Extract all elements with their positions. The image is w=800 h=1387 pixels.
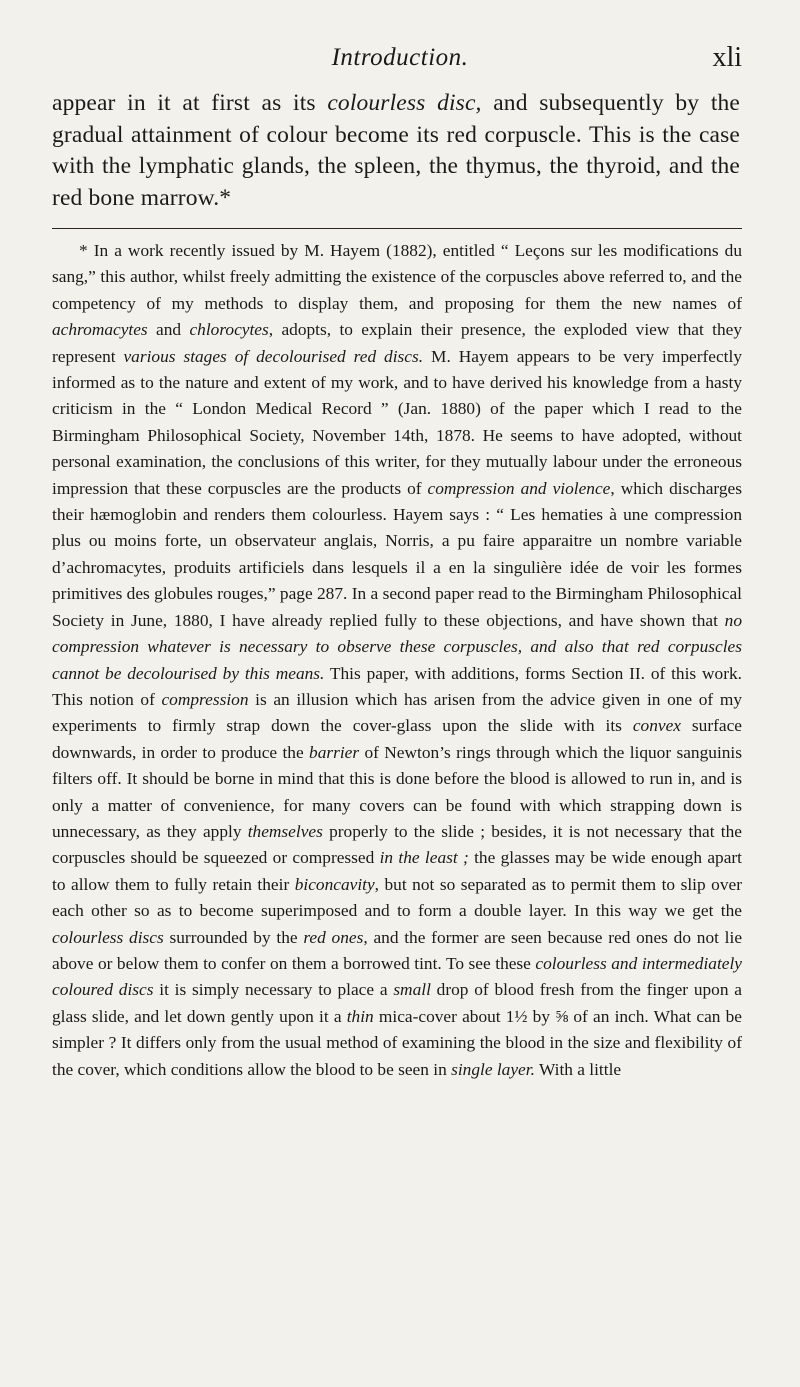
italic-run: convex	[632, 716, 681, 736]
italic-run: compression and violence	[427, 478, 611, 498]
italic-run: themselves	[247, 821, 323, 841]
italic-run: no compression whatever is necessary to observe these corpuscles, and also that red corpuscles cannot be decolourised by this means.	[52, 610, 742, 683]
italic-run: biconcavity	[294, 874, 375, 894]
text-run: surface downwards, in order to produce the	[52, 716, 742, 762]
italic-run: colourless discs	[52, 927, 164, 947]
text-run: , adopts, to explain their presence, the exploded view that they represent	[52, 320, 742, 366]
text-run: This paper, with additions, forms Section II. of this work. This notion of	[52, 663, 742, 709]
running-head	[0, 40, 800, 80]
text-run: and	[147, 320, 190, 340]
text-run: , which discharges their hæmoglobin and renders them colourless. Hayem says : “ Les hematies à une compression plus ou moins forte, un observateur anglais, Norris, a pu faire apparaitre un nombre variable d’achromacytes, produits artificiels dans lesquels il a en la singulière idée de voir les formes primitives des globules rouges,” page 287. In a second paper read to the Birmingham Philosophical Society in June, 1880, I have already replied fully to these objections, and have shown that	[52, 478, 742, 630]
text-run: of Newton’s rings through which the liquor sanguinis filters off. It should be borne in mind that this is done before the blood is allowed to run in, and is only a matter of convenience, for many covers can be found with which strapping down is unnecessary, as they apply	[52, 742, 743, 841]
footnote-text	[52, 238, 742, 1083]
text-run: is an illusion which has arisen from the advice given in one of my experiments to firmly strap down the cover-glass upon the slide with its	[52, 689, 742, 736]
italic-run: thin	[346, 1006, 374, 1026]
text-run: , but not so separated as to permit them to slip over each other so as to become superimposed and to form a double layer. In this way we get the	[52, 874, 742, 921]
text-run: surrounded by the	[163, 927, 304, 947]
text-run: properly to the slide ; besides, it is not necessary that the corpuscles should be squeezed or compressed	[52, 821, 742, 868]
italic-run: colourless disc,	[327, 90, 482, 116]
running-head-title: Introduction.	[331, 44, 469, 71]
text-run: it is simply necessary to place a	[153, 980, 394, 1000]
footnote	[52, 238, 742, 1083]
page-number: xli	[712, 42, 742, 73]
text-run: , and the former are seen because red ones do not lie above or below them to confer on them a borrowed tint. To see these	[52, 927, 743, 973]
italic-run: red ones	[303, 927, 364, 947]
text-run: * In a work recently issued by M. Hayem (1882), entitled “ Leçons sur les modifications du sang,” this author, whilst freely admitting the existence of the corpuscles above referred to, and the competency of my methods to display them, and proposing for them the new names of	[52, 241, 742, 313]
paragraph-text	[52, 88, 740, 214]
text-run: With a little	[534, 1059, 622, 1079]
text-run: M. Hayem appears to be very imperfectly informed as to the nature and extent of my work, and to have derived his knowledge from a hasty criticism in the “ London Medical Record ” (Jan. 1880) of the paper which I read to the Birmingham Philosophical Society, November 14th, 1878. He seems to have adopted, without personal examination, the conclusions of this writer, for they mutually labour under the erroneous impression that these corpuscles are the products of	[52, 346, 742, 498]
text-run: mica-cover about 1½ by ⅝ of an inch. What can be simpler ? It differs only from the usual method of examining the blood in the size and flexibility of the cover, which conditions allow the blood to be seen in	[52, 1006, 742, 1079]
italic-run: in the least ;	[379, 848, 469, 868]
text-run: the glasses may be wide enough apart to allow them to fully retain their	[52, 848, 742, 894]
footnote-rule	[52, 228, 742, 229]
italic-run: small	[393, 980, 431, 1000]
text-run: drop of blood fresh from the finger upon a glass slide, and let down gently upon it a	[52, 980, 743, 1026]
italic-run: compression	[161, 689, 249, 709]
italic-run: single layer.	[451, 1059, 535, 1079]
italic-run: colourless and intermediately coloured discs	[52, 953, 742, 1000]
italic-run: barrier	[309, 742, 360, 762]
text-run: appear in it at first as its	[52, 90, 328, 116]
main-paragraph	[52, 88, 740, 214]
italic-run: chlorocytes	[189, 320, 269, 340]
text-run: and subsequently by the gradual attainment of colour become its red corpuscle. This is the case with the lymphatic glands, the spleen, the thymus, the thyroid, and the red bone marrow.*	[52, 90, 740, 211]
italic-run: achromacytes	[52, 320, 148, 340]
italic-run: various stages of decolourised red discs.	[123, 346, 424, 366]
